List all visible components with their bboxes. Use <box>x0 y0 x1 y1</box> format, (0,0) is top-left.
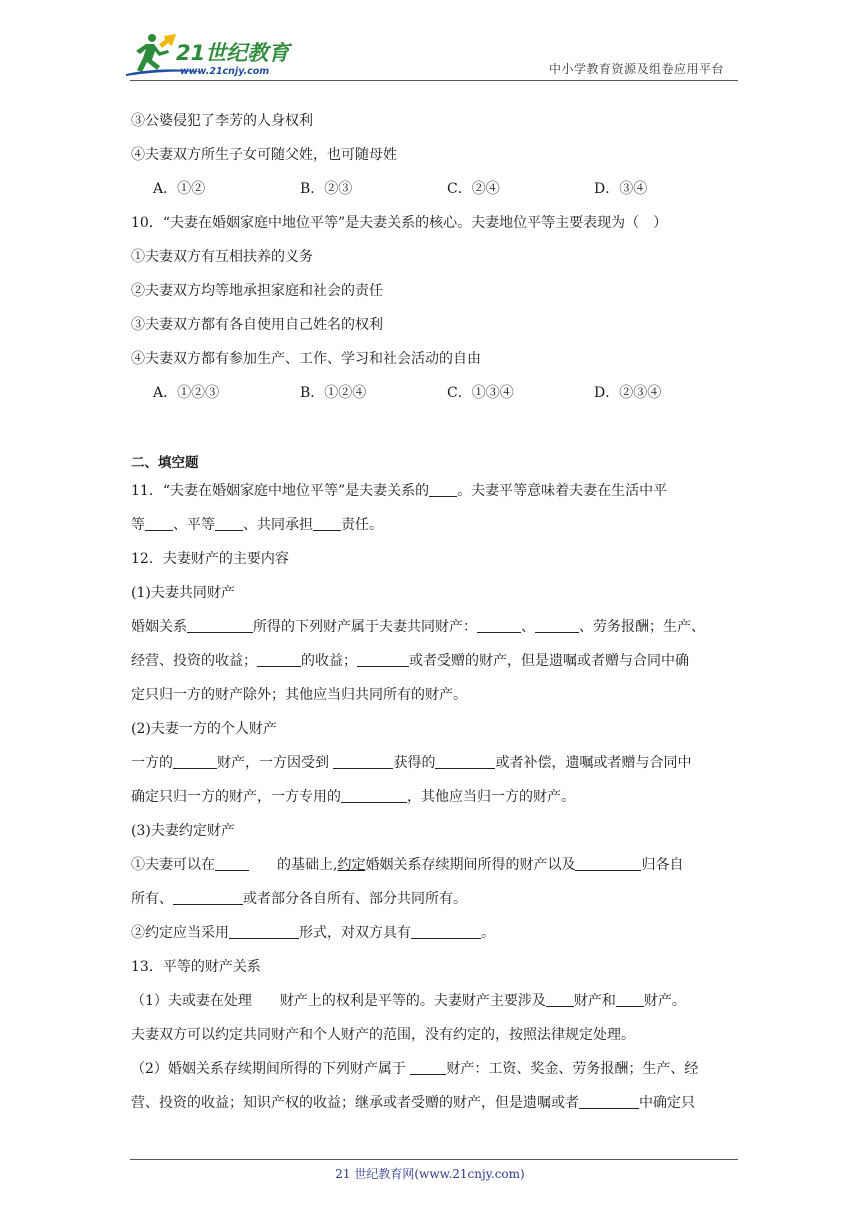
q12-blank-b1[interactable] <box>257 651 301 667</box>
q12-text-f3: 约定 <box>337 857 366 873</box>
q11-text-6: 责任。 <box>341 517 383 533</box>
q10-item-2: ②夫妻双方均等地承担家庭和社会的责任 <box>131 283 383 299</box>
q12-line-b <box>131 646 741 680</box>
q12-sub-3: (3)夫妻约定财产 <box>131 823 235 839</box>
q10-stem: 10．“夫妻在婚姻家庭中地位平等”是夫妻关系的核心。夫妻地位平等主要表现为（ ） <box>131 215 668 231</box>
q12-blank-h2[interactable] <box>411 923 481 939</box>
q12-sub-2: (2)夫妻一方的个人财产 <box>131 721 277 737</box>
q9-options <box>131 174 741 208</box>
q13-text-i2: 财产和 <box>573 993 616 1009</box>
q12-text-g1: 所有、 <box>131 891 173 907</box>
q10-item-3: ③夫妻双方都有各自使用自己姓名的权利 <box>131 317 383 333</box>
q11-text-3: 等 <box>131 517 145 533</box>
q10-option-d[interactable]: D．②③④ <box>594 385 662 401</box>
q12-text-d2: 财产，一方因受到 <box>217 755 334 771</box>
q11-text-5: 、共同承担 <box>243 517 313 533</box>
q10-option-b[interactable]: B．①②④ <box>300 385 367 401</box>
q10-options <box>131 378 741 412</box>
q13-blank-i2[interactable] <box>616 991 644 1007</box>
q11-blank-2[interactable] <box>145 515 173 531</box>
q11-line-2 <box>131 510 741 544</box>
q12-line-h <box>131 918 741 952</box>
q12-text-e2: ，其他应当归一方的财产。 <box>407 789 575 805</box>
q13-line-l <box>131 1088 741 1122</box>
q12-blank-g1[interactable] <box>173 889 243 905</box>
q12-blank-d2[interactable] <box>333 753 393 769</box>
q12-text-b2: 的收益； <box>301 653 357 669</box>
q12-text-f1: ①夫妻可以在 <box>131 857 215 873</box>
q9-option-a[interactable]: A．①② <box>153 181 206 197</box>
q12-line-d <box>131 748 741 782</box>
q12-text-a2: 所得的下列财产属于夫妻共同财产： <box>253 619 477 635</box>
q10-option-c[interactable]: C．①③④ <box>447 385 514 401</box>
q12-text-d3: 获得的 <box>393 755 436 771</box>
q13-text-l2: 中确定只 <box>639 1095 695 1111</box>
q12-title: 12．夫妻财产的主要内容 <box>131 551 289 567</box>
logo-text: 21世纪教育 <box>176 41 290 65</box>
q12-blank-b2[interactable] <box>357 651 409 667</box>
q13-blank-l1[interactable] <box>579 1093 639 1109</box>
document-body <box>131 106 741 1122</box>
q12-line-c: 定只归一方的财产除外；其他应当归共同所有的财产。 <box>131 687 467 703</box>
q11-text-4: 、平等 <box>173 517 215 533</box>
header-divider <box>130 80 738 81</box>
q11-blank-3[interactable] <box>215 515 243 531</box>
q13-line-i <box>131 986 741 1020</box>
q13-text-k1: （2）婚姻关系存续期间所得的下列财产属于 <box>131 1061 411 1077</box>
q11-blank-1[interactable] <box>429 481 457 497</box>
q10-item-4: ④夫妻双方都有参加生产、工作、学习和社会活动的自由 <box>131 351 481 367</box>
q13-text-i3: 财产。 <box>643 993 686 1009</box>
q12-text-f2: 的基础上, <box>249 857 338 873</box>
q12-blank-f2[interactable] <box>575 855 641 871</box>
footer-divider <box>130 1159 738 1160</box>
page-footer: 21 世纪教育网(www.21cnjy.com) <box>335 1167 525 1181</box>
q12-text-g2: 或者部分各自所有、部分共同所有。 <box>243 891 467 907</box>
q12-text-h2: 形式，对双方具有 <box>299 925 411 941</box>
q9-option-c[interactable]: C．②④ <box>447 181 500 197</box>
logo-url: www.21cnjy.com <box>180 66 270 77</box>
q12-blank-a2[interactable] <box>477 617 521 633</box>
q12-blank-a1[interactable] <box>187 617 253 633</box>
q10-option-a[interactable]: A．①②③ <box>153 385 220 401</box>
q12-blank-h1[interactable] <box>229 923 299 939</box>
q12-text-f5: 归各自 <box>641 857 684 873</box>
logo <box>124 30 294 78</box>
q13-text-i1: （1）夫或妻在处理 财产上的权利是平等的。夫妻财产主要涉及 <box>131 993 546 1009</box>
q12-text-d1: 一方的 <box>131 755 173 771</box>
q12-blank-e1[interactable] <box>341 787 407 803</box>
page-header <box>0 0 860 90</box>
q9-option-b[interactable]: B．②③ <box>300 181 353 197</box>
q13-blank-i1[interactable] <box>546 991 574 1007</box>
q13-line-k <box>131 1054 741 1088</box>
section-title-fill-blank: 二、填空题 <box>131 455 199 471</box>
q11-text-1: 11．“夫妻在婚姻家庭中地位平等”是夫妻关系的 <box>131 483 430 499</box>
q12-sub-1: (1)夫妻共同财产 <box>131 585 235 601</box>
q12-text-b1: 经营、投资的收益； <box>131 653 257 669</box>
q11-line-1 <box>131 476 741 510</box>
q12-line-g <box>131 884 741 918</box>
q10-item-1: ①夫妻双方有互相扶养的义务 <box>131 249 313 265</box>
q12-line-f <box>131 850 741 884</box>
q13-text-k2: 财产：工资、奖金、劳务报酬；生产、经 <box>446 1061 699 1077</box>
section-gap <box>131 412 741 450</box>
q12-text-h1: ②约定应当采用 <box>131 925 229 941</box>
q11-blank-4[interactable] <box>313 515 341 531</box>
q13-blank-k1[interactable] <box>410 1059 446 1075</box>
q11-text-2: 。夫妻平等意味着夫妻在生活中平 <box>457 483 668 499</box>
q12-text-a4: 、劳务报酬；生产、 <box>579 619 705 635</box>
q12-text-b3: 或者受赠的财产，但是遗嘱或者赠与合同中确 <box>409 653 689 669</box>
q12-text-f4: 婚姻关系存续期间所得的财产以及 <box>365 857 576 873</box>
q12-text-h3: 。 <box>481 925 495 941</box>
q13-line-j: 夫妻双方可以约定共同财产和个人财产的范围，没有约定的，按照法律规定处理。 <box>131 1027 635 1043</box>
q12-text-d4: 或者补偿，遗嘱或者赠与合同中 <box>495 755 692 771</box>
q12-text-e1: 确定只归一方的财产，一方专用的 <box>131 789 341 805</box>
q13-title: 13．平等的财产关系 <box>131 959 261 975</box>
q12-blank-d1[interactable] <box>173 753 217 769</box>
q12-blank-d3[interactable] <box>435 753 495 769</box>
q9-option-d[interactable]: D．③④ <box>594 181 648 197</box>
q12-text-a3: 、 <box>521 619 535 635</box>
q13-text-l1: 营、投资的收益；知识产权的收益；继承或者受赠的财产，但是遗嘱或者 <box>131 1095 579 1111</box>
q12-line-a <box>131 612 741 646</box>
q12-blank-f1[interactable] <box>215 855 249 871</box>
platform-name: 中小学教育资源及组卷应用平台 <box>548 62 724 76</box>
q12-blank-a3[interactable] <box>535 617 579 633</box>
q9-item-3: ③公婆侵犯了李芳的人身权利 <box>131 113 313 129</box>
q9-item-4: ④夫妻双方所生子女可随父姓，也可随母姓 <box>131 147 397 163</box>
q12-text-a1: 婚姻关系 <box>131 619 187 635</box>
q12-line-e <box>131 782 741 816</box>
